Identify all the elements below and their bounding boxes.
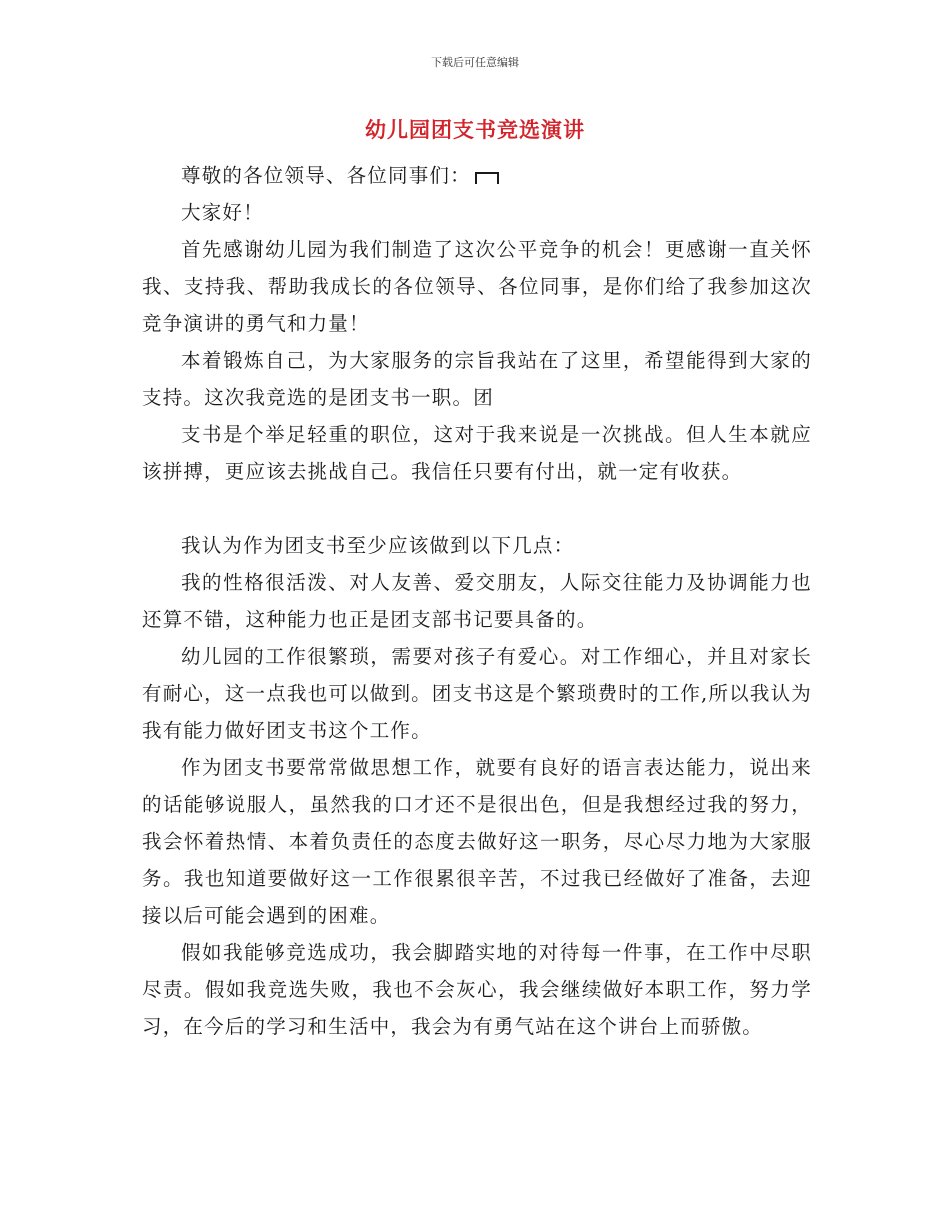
paragraph-greeting: 大家好！ — [181, 201, 264, 224]
bracket-mark-icon — [475, 172, 499, 184]
paragraph-purpose: 本着锻炼自己，为大家服务的宗旨我站在了这里，希望能得到大家的支持。这次我竞选的是团支书一职。团 — [142, 349, 812, 409]
paragraph-challenge: 支书是个举足轻重的职位，这对于我来说是一次挑战。但人生本就应该拼搏，更应该去挑战自己。我信任只要有付出，就一定有收获。 — [142, 423, 812, 483]
document-title: 幼儿园团支书竞选演讲 — [365, 117, 585, 142]
paragraph-salutation — [142, 157, 812, 194]
paragraph-communication: 作为团支书要常常做思想工作，就要有良好的语言表达能力，说出来的话能够说服人，虽然我的口才还不是很出色，但是我想经过我的努力，我会怀着热情、本着负责任的态度去做好这一职务，尽心尽力地为大家服务。我也知道要做好这一工作很累很辛苦，不过我已经做好了准备，去迎接以后可能会遇到的困难。 — [142, 756, 812, 927]
paragraph-outcome: 假如我能够竞选成功，我会脚踏实地的对待每一件事，在工作中尽职尽责。假如我竞选失败，我也不会灰心，我会继续做好本职工作，努力学习，在今后的学习和生活中，我会为有勇气站在这个讲台上而骄傲。 — [142, 941, 812, 1038]
salutation-text: 尊敬的各位领导、各位同事们： — [181, 164, 471, 187]
paragraph-thanks: 首先感谢幼儿园为我们制造了这次公平竞争的机会！更感谢一直关怀我、支持我、帮助我成长的各位领导、各位同事，是你们给了我参加这次竞争演讲的勇气和力量！ — [142, 238, 812, 335]
paragraph-spacer — [142, 490, 812, 527]
header-note: 下载后可任意编辑 — [431, 56, 519, 69]
paragraph-points-intro: 我认为作为团支书至少应该做到以下几点： — [181, 534, 575, 557]
paragraph-personality: 我的性格很活泼、对人友善、爱交朋友，人际交往能力及协调能力也还算不错，这种能力也正是团支部书记要具备的。 — [142, 571, 812, 631]
speech-body — [142, 157, 812, 1045]
paragraph-patience: 幼儿园的工作很繁琐，需要对孩子有爱心。对工作细心，并且对家长有耐心，这一点我也可以做到。团支书这是个繁琐费时的工作,所以我认为我有能力做好团支书这个工作。 — [142, 645, 812, 742]
